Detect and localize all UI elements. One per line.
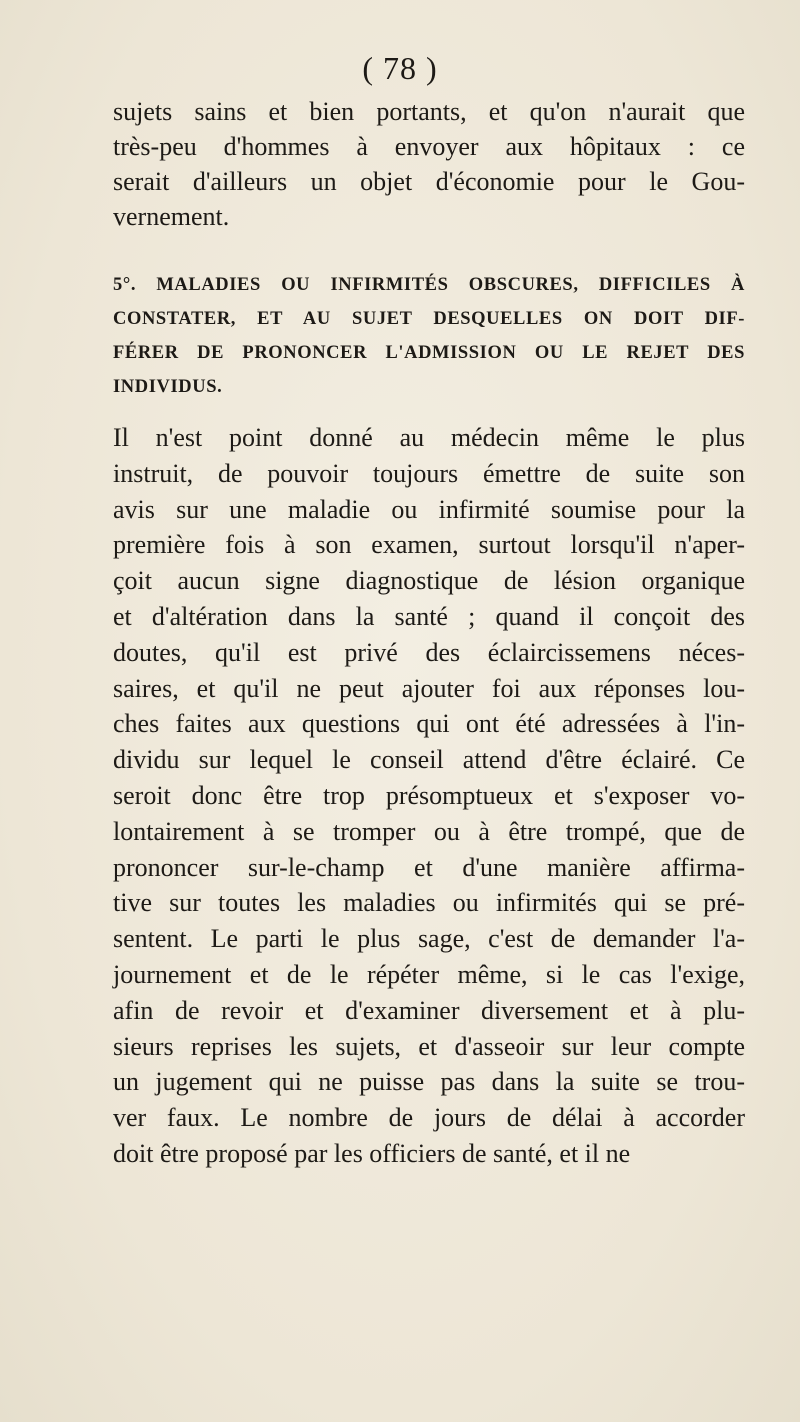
- text-line: afin de revoir et d'examiner diversement et à plu-: [113, 995, 745, 1025]
- text-line: seroit donc être trop présomptueux et s'exposer vo-: [113, 780, 745, 810]
- text-line: Il n'est point donné au médecin même le plus: [113, 423, 745, 452]
- text-line: dividu sur lequel le conseil attend d'être éclairé. Ce: [113, 745, 745, 775]
- text-line: et d'altération dans la santé ; quand il conçoit des: [113, 601, 745, 631]
- page-number: ( 78 ): [362, 50, 438, 86]
- heading-line: FÉRER DE PRONONCER L'ADMISSION OU LE REJET DES: [113, 343, 745, 363]
- text-line: tive sur toutes les maladies ou infirmités qui se pré-: [113, 888, 745, 918]
- heading-line: INDIVIDUS.: [113, 377, 223, 397]
- text-line: ches faites aux questions qui ont été adressées à l'in-: [113, 709, 745, 739]
- text-line: ver faux. Le nombre de jours de délai à accorder: [113, 1103, 745, 1133]
- text-line: prononcer sur-le-champ et d'une manière affirma-: [113, 852, 745, 882]
- text-line: vernement.: [113, 202, 230, 231]
- text-line: sentent. Le parti le plus sage, c'est de demander l'a-: [113, 924, 745, 954]
- text-line: sujets sains et bien portants, et qu'on n'aurait que: [113, 97, 745, 126]
- text-line: journement et de le répéter même, si le cas l'exige,: [113, 959, 745, 989]
- text-line: première fois à son examen, surtout lorsqu'il n'aper-: [113, 530, 745, 560]
- section-heading: [113, 268, 745, 404]
- text-line: sieurs reprises les sujets, et d'asseoir sur leur compte: [113, 1031, 745, 1061]
- text-line: doutes, qu'il est privé des éclaircissemens néces-: [113, 637, 745, 667]
- text-line: un jugement qui ne puisse pas dans la suite se trou-: [113, 1067, 745, 1097]
- text-line: çoit aucun signe diagnostique de lésion organique: [113, 566, 745, 596]
- heading-line: 5°. MALADIES OU INFIRMITÉS OBSCURES, DIFFICILES À: [113, 275, 745, 295]
- intro-paragraph: [113, 94, 745, 234]
- text-line: très-peu d'hommes à envoyer aux hôpitaux : ce: [113, 132, 745, 161]
- text-line: avis sur une maladie ou infirmité soumise pour la: [113, 494, 745, 524]
- text-line: lontairement à se tromper ou à être trompé, que de: [113, 816, 745, 846]
- body-paragraph: [113, 420, 745, 1172]
- text-line: serait d'ailleurs un objet d'économie pour le Gou-: [113, 167, 745, 196]
- heading-line: CONSTATER, ET AU SUJET DESQUELLES ON DOIT DIF-: [113, 309, 745, 329]
- text-line: saires, et qu'il ne peut ajouter foi aux réponses lou-: [113, 673, 745, 703]
- text-line: doit être proposé par les officiers de santé, et il ne: [113, 1138, 631, 1168]
- text-line: instruit, de pouvoir toujours émettre de suite son: [113, 458, 745, 488]
